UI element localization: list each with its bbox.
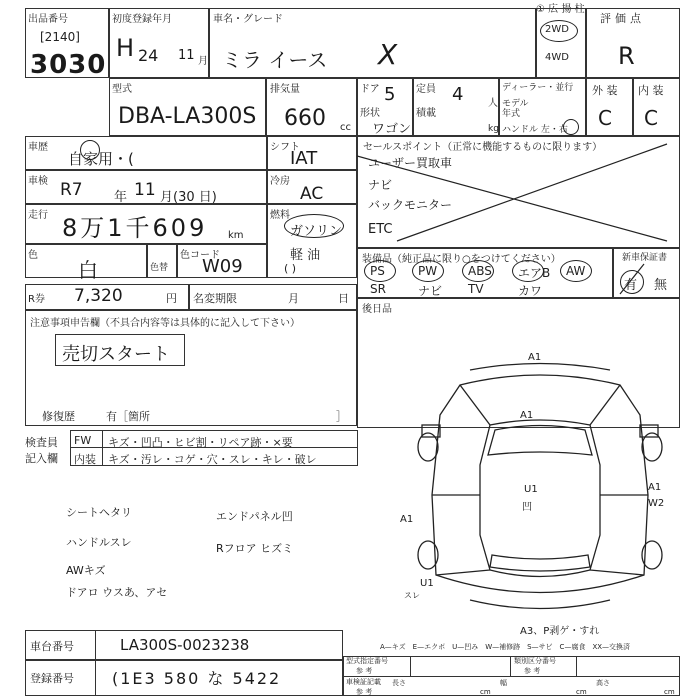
name-change-month: 月 bbox=[288, 292, 299, 305]
warranty-label: 新車保証書 bbox=[622, 253, 668, 263]
interior-value: C bbox=[644, 106, 658, 130]
car-name-value: ミラ イース bbox=[222, 48, 328, 72]
color-label: 色 bbox=[28, 250, 38, 261]
car-name-label: 車名・グレード bbox=[213, 14, 283, 25]
sales-point-2: ナビ bbox=[368, 178, 393, 192]
diag-u1: U1 bbox=[524, 484, 538, 495]
hw-note-2: ハンドルスレ bbox=[66, 536, 132, 549]
equipment-item: AW bbox=[566, 264, 586, 278]
equipment-item: SR bbox=[370, 282, 386, 296]
repair-bracket: ］ bbox=[336, 410, 347, 423]
notes-label: 注意事項申告欄（不具合内容等は具体的に記入して下さい） bbox=[30, 318, 300, 329]
equipment-item: ナビ bbox=[418, 284, 443, 298]
diag-sub-bottom: スレ bbox=[404, 591, 420, 600]
name-change-label: 名変期限 bbox=[193, 292, 237, 305]
warranty-yes: 有 bbox=[624, 278, 638, 293]
diag-a1-right: A1 bbox=[648, 482, 662, 493]
history-circle bbox=[80, 140, 100, 160]
inspection-era: R7 bbox=[60, 180, 83, 200]
int-label: 内装 bbox=[74, 453, 96, 466]
sales-point-3: バックモニター bbox=[368, 198, 453, 212]
handle-label: ハンドル 左・右 bbox=[502, 125, 568, 135]
color-swap-label: 色替 bbox=[150, 263, 169, 273]
fuel-circle bbox=[284, 214, 344, 238]
lot-code: [2140] bbox=[40, 30, 80, 44]
fuel-paren: ( ) bbox=[284, 262, 297, 275]
mileage-unit: km bbox=[228, 230, 244, 241]
history-label: 車歴 bbox=[28, 142, 48, 153]
dims-cm2: cm bbox=[576, 688, 587, 696]
car-diagram bbox=[400, 355, 680, 625]
warranty-strike bbox=[618, 262, 648, 296]
lot-number: 3030 bbox=[30, 50, 107, 80]
equipment-item: PW bbox=[418, 264, 438, 278]
recycle-value: 7,320 bbox=[74, 286, 123, 306]
interior-label: 内 装 bbox=[638, 84, 664, 97]
hw-note-3: AWキズ bbox=[66, 564, 106, 577]
sales-points-label: セールスポイント（正常に機能するものに限ります） bbox=[363, 142, 603, 153]
hw-note-6: Rフロア ヒズミ bbox=[216, 542, 294, 555]
designation-sub1: 参 考 bbox=[356, 667, 373, 675]
inspection-month: 月(30 日) bbox=[160, 190, 217, 205]
dims-label2: 参 考 bbox=[356, 688, 373, 696]
history-box bbox=[25, 136, 267, 170]
first-reg-year: 24 bbox=[138, 46, 159, 65]
designation-col3 bbox=[576, 656, 577, 676]
shape-label: 形状 bbox=[360, 108, 380, 119]
later-docs-label: 後日品 bbox=[362, 304, 392, 315]
fuel-diesel: 軽 油 bbox=[290, 248, 321, 263]
sales-point-1: ユーザー買取車 bbox=[368, 156, 453, 170]
equipment-label: 装備品（純正品に限り○をつけてください） bbox=[362, 254, 561, 265]
ac-label: 冷房 bbox=[270, 176, 290, 187]
warranty-no: 無 bbox=[654, 278, 668, 293]
model-value: DBA-LA300S bbox=[118, 104, 257, 129]
drive-box bbox=[536, 8, 586, 78]
fuel-gasoline: ガソリン bbox=[290, 224, 343, 239]
int-items: キズ・汚レ・コゲ・穴・スレ・キレ・破レ bbox=[108, 453, 317, 466]
shape-value: ワゴン bbox=[372, 122, 412, 137]
equipment-item: エアB bbox=[518, 266, 551, 280]
ac-value: AC bbox=[300, 184, 324, 204]
shift-value: IAT bbox=[290, 148, 318, 169]
diag-a1-top: A1 bbox=[528, 352, 542, 363]
designation-col1 bbox=[410, 656, 411, 676]
repair-value: 有［箇所 bbox=[106, 410, 150, 423]
model-label: 型式 bbox=[112, 84, 132, 95]
diag-a1-left: A1 bbox=[400, 514, 414, 525]
color-code-value: W09 bbox=[202, 256, 243, 277]
dims-width: 幅 bbox=[500, 679, 507, 687]
displacement-unit: cc bbox=[340, 122, 351, 133]
diag-u1-sub: 凹 bbox=[522, 502, 532, 513]
designation-label1: 型式指定番号 bbox=[346, 657, 388, 665]
handle-right-circle bbox=[563, 119, 579, 135]
capacity-unit: 人 bbox=[488, 98, 498, 109]
diag-a3: A3、P剥ゲ・すれ bbox=[520, 626, 600, 637]
registration-label: 登録番号 bbox=[30, 672, 74, 685]
chassis-value: LA300S-0023238 bbox=[120, 636, 250, 654]
diag-w2: W2 bbox=[648, 498, 665, 509]
model-year-label1: モデル bbox=[502, 99, 529, 109]
hw-note-5: エンドパネル凹 bbox=[216, 510, 293, 523]
registration-divider bbox=[95, 660, 96, 696]
drive-2wd: 2WD bbox=[545, 24, 569, 35]
hw-note-1: シートヘタリ bbox=[66, 506, 132, 519]
inspection-year: 年 bbox=[114, 190, 128, 205]
diag-u1-bottom: U1 bbox=[420, 578, 434, 589]
model-year-label2: 年式 bbox=[502, 109, 521, 119]
diag-a1-roof: A1 bbox=[520, 410, 534, 421]
hw-note-4: ドアロ ウスあ、アセ bbox=[66, 586, 168, 599]
legend-row1: A—キズ E—エクボ U—凹み W—補修跡 S—サビ C—腐食 XX—交換済 bbox=[380, 643, 631, 651]
lot-label: 出品番号 bbox=[28, 14, 68, 25]
designation-divider bbox=[343, 676, 680, 677]
inspector-col-divider bbox=[102, 430, 103, 466]
equipment-item: カワ bbox=[518, 284, 543, 298]
dims-cm3: cm bbox=[664, 688, 675, 696]
doors-value: 5 bbox=[384, 84, 396, 105]
first-reg-era: H bbox=[116, 34, 135, 62]
displacement-label: 排気量 bbox=[270, 84, 300, 95]
chassis-label: 車台番号 bbox=[30, 640, 74, 653]
equipment-item: TV bbox=[468, 282, 484, 296]
dims-cm1: cm bbox=[480, 688, 491, 696]
exterior-label: 外 装 bbox=[592, 84, 618, 97]
equipment-circle bbox=[412, 260, 444, 282]
mileage-label: 走行 bbox=[28, 210, 48, 221]
first-reg-label: 初度登録年月 bbox=[112, 14, 172, 25]
load-label: 積載 bbox=[416, 108, 436, 119]
equipment-circle bbox=[462, 260, 494, 282]
displacement-value: 660 bbox=[284, 106, 326, 131]
inspection-label: 車検 bbox=[28, 176, 48, 187]
fw-label: FW bbox=[74, 434, 92, 447]
equipment-item: ABS bbox=[468, 264, 492, 278]
car-grade: X bbox=[378, 38, 398, 71]
equipment-circle bbox=[560, 260, 592, 282]
equipment-circle bbox=[512, 260, 544, 282]
load-unit: kg bbox=[488, 124, 499, 134]
dims-length: 長さ bbox=[392, 679, 406, 687]
designation-col2 bbox=[510, 656, 511, 676]
doors-label: ドア bbox=[360, 84, 380, 95]
notes-value: 売切スタート bbox=[62, 344, 170, 365]
color-code-label: 色コード bbox=[180, 250, 220, 261]
registration-value: (1E3 580 な 5422 bbox=[112, 669, 282, 688]
inspector-label1: 検査員 bbox=[25, 436, 58, 449]
capacity-value: 4 bbox=[452, 84, 464, 105]
history-value: 自家用・( bbox=[68, 150, 134, 168]
drive-4wd: 4WD bbox=[545, 52, 569, 63]
repair-label: 修復歴 bbox=[42, 410, 75, 423]
dims-label1: 車検証記載 bbox=[346, 678, 381, 686]
first-reg-month: 11 bbox=[178, 48, 195, 63]
designation-label2: 類別区分番号 bbox=[514, 657, 556, 665]
fw-items: キズ・凹凸・ヒビ割・リペア跡・×要 bbox=[108, 436, 293, 449]
first-reg-month-unit: 月 bbox=[198, 56, 208, 67]
score-value: R bbox=[618, 42, 635, 70]
name-change-day: 日 bbox=[338, 292, 349, 305]
designation-sub2: 参 考 bbox=[524, 667, 541, 675]
recycle-label: R券 bbox=[28, 294, 45, 305]
equipment-item: PS bbox=[370, 264, 385, 278]
exterior-value: C bbox=[598, 106, 612, 130]
capacity-label: 定員 bbox=[416, 84, 436, 95]
sales-point-4: ETC bbox=[368, 222, 393, 237]
dealer-label: ディーラー・並行 bbox=[502, 83, 574, 93]
fuel-label: 燃料 bbox=[270, 210, 290, 221]
inspector-label2: 記入欄 bbox=[25, 452, 58, 465]
recycle-unit: 円 bbox=[166, 292, 177, 305]
sales-points-cross bbox=[357, 136, 680, 248]
chassis-divider bbox=[95, 630, 96, 660]
score-label: 評価点 bbox=[600, 12, 645, 25]
dims-height: 高さ bbox=[596, 679, 610, 687]
color-value: 白 bbox=[78, 258, 98, 282]
mileage-value: 8万1千609 bbox=[62, 214, 208, 242]
inspection-month-val: 11 bbox=[134, 180, 156, 200]
shift-label: シフト bbox=[270, 142, 300, 153]
top-note: ① 広 揚 柱 bbox=[536, 4, 585, 15]
equipment-circle bbox=[364, 260, 396, 282]
